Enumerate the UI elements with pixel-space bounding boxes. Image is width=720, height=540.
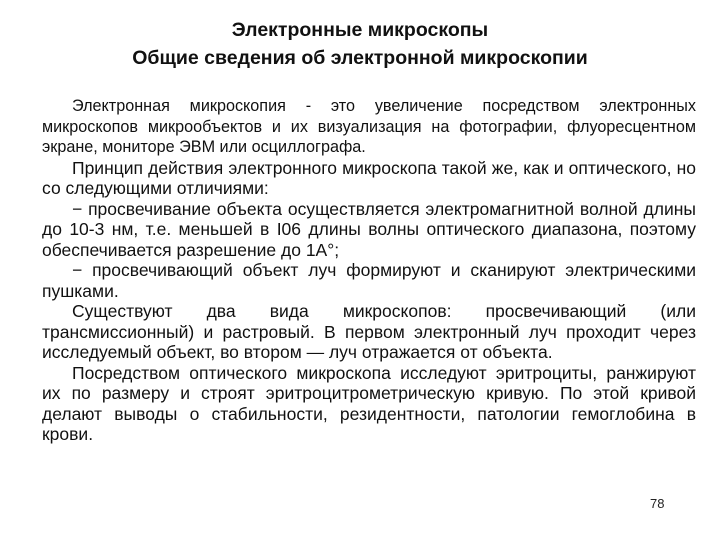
title-line-1: Электронные микроскопы — [231, 19, 489, 41]
title-line-2: Общие сведения об электронной микроскопии — [132, 47, 588, 69]
body-text — [42, 96, 696, 445]
page-number: 78 — [650, 496, 665, 511]
paragraph-definition: Электронная микроскопия - это увеличение посредством электронных микроскопов микрообъектов и их визуализация на фотографии, флуоресцентном экране, мониторе ЭВМ или осциллографа. — [42, 97, 696, 156]
paragraph-types: Существуют два вида микроскопов: просвечивающий (или трансмиссионный) и растровый. В первом электронный луч проходит через исследуемый объект, во втором — луч отражается от объекта. — [42, 301, 696, 362]
paragraph-difference-1: − просвечивание объекта осуществляется электромагнитной волной длины до 10-3 нм, т.е. меньшей в I06 длины волны оптического диапазона, поэтому обеспечивается разрешение до 1А°; — [42, 198, 696, 260]
paragraph-difference-2: − просвечивающий объект луч формируют и сканируют электрическими пушками. — [42, 260, 696, 301]
paragraph-principle: Принцип действия электронного микроскопа такой же, как и оптического, но со следующими отличиями: — [42, 157, 696, 198]
paragraph-erythrocytes: Посредством оптического микроскопа исследуют эритроциты, ранжируют их по размеру и строят эритроцитрометрическую кривую. По этой кривой делают выводы о стабильности, резидентности, патологии гемоглобина в крови. — [42, 362, 696, 444]
slide-title — [40, 16, 680, 72]
